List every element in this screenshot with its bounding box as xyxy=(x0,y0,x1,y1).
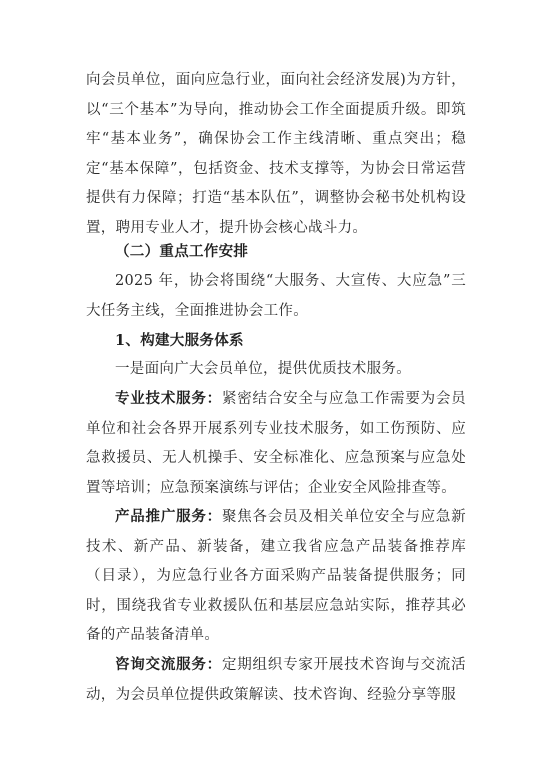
section-paragraph: 2025 年，协会将围绕“大服务、大宣传、大应急”三大任务主线，全面推进协会工作。 xyxy=(86,273,466,319)
service-item-promotion xyxy=(86,502,466,651)
service-item-lead: 产品推广服务： xyxy=(115,508,222,525)
service-item-text: 紧密结合安全与应急工作需要为会员单位和社会各界开展系列专业技术服务，如工伤预防、应急救援员、无人机操手、安全标准化、应急预案与应急处置等培训；应急预案演练与评估；企业安全风险排查等。 xyxy=(86,391,466,496)
intro-paragraph: 向会员单位，面向应急行业，面向社会经济发展)为方针，以“三个基本”为导向，推动协会工作全面提质升级。即筑牢“基本业务”，确保协会工作主线清晰、重点突出；稳定“基本保障”，包括资金、技术支撑等，为协会日常运营提供有力保障；打造“基本队伍”，调整协会秘书处机构设置，聘用专业人才，提升协会核心战斗力。 xyxy=(86,72,466,236)
subsection-heading: 1、构建大服务体系 xyxy=(115,332,244,349)
subsection-intro: 一是面向广大会员单位，提供优质技术服务。 xyxy=(115,361,411,377)
service-item-technical xyxy=(86,384,466,503)
service-item-lead: 专业技术服务： xyxy=(115,390,222,407)
service-item-consulting xyxy=(86,650,466,710)
service-item-text: 定期组织专家开展技术咨询与交流活动，为会员单位提供政策解读、技术咨询、经验分享等服 xyxy=(86,657,466,703)
service-item-text: 聚焦各会员及相关单位安全与应急新技术、新产品、新装备，建立我省应急产品装备推荐库（目录），为应急行业各方面采购产品装备提供服务；同时，围绕我省专业救援队伍和基层应急站实际，推荐其必备的产品装备清单。 xyxy=(86,509,466,644)
section-heading: （二）重点工作安排 xyxy=(115,243,249,260)
service-item-lead: 咨询交流服务： xyxy=(115,656,222,673)
